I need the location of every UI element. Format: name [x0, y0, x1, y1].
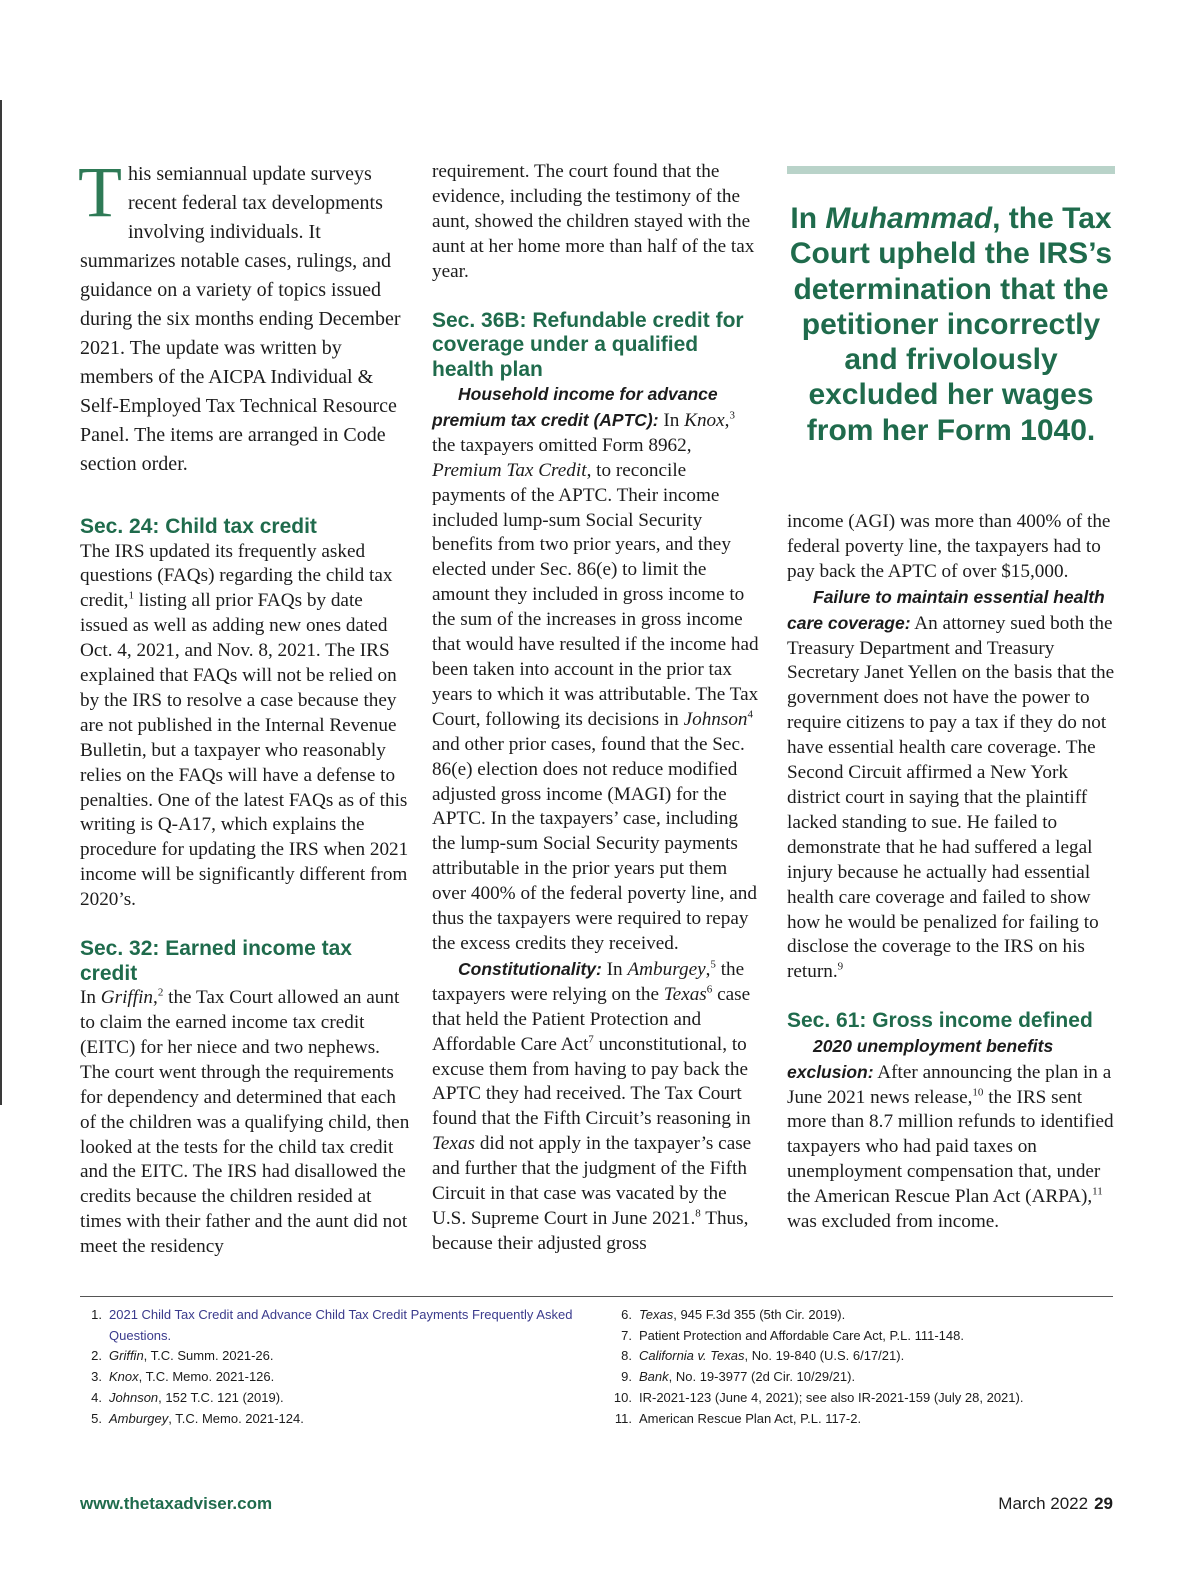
coverage-runin-heading: Failure to maintain essential health care coverage: [787, 586, 1105, 633]
sec24-paragraph: The IRS updated its frequently asked questions (FAQs) regarding the child tax credit,$^1$ listing all prior FAQs by date issued as well as adding new ones dated Oct. 4, 2021, and Nov. 8, 2021. The IRS explained that FAQs will not be relied on by the IRS to resolve a case because they are not published in the Internal Revenue Bulletin, but a taxpayer who reasonably relies on the FAQs will have a defense to penalties. One of the latest FAQs as of this writing is Q-A17, which explains the procedure for updating the IRS when 2021 income will be significantly different from 2020’s. [80, 540, 409, 911]
coverage-paragraph: Failure to maintain essential health care coverage: An attorney sued both the Treasury Department and Treasury Secretary Janet Yellen on the basis that the government does not have the power to require citizens to pay a tax if they do not have essential health care coverage. The Second Circuit affirmed a New York district court in saying that the plaintiff lacked standing to sue. He failed to demonstrate that he had suffered a legal injury because he actually had essential health care coverage and failed to show how he would be penalized for failing to disclose the coverage to the IRS on his return.$^9$ [787, 586, 1115, 983]
column-2 [432, 160, 762, 1257]
sec24-heading: Sec. 24: Child tax credit [80, 515, 317, 538]
constitutionality-paragraph: Constitutionality: In Amburgey,$^5$ the taxpayers were relying on the Texas$^6$ case that held the Patient Protection and Affordable Care Act$^7$ unconstitutional, to excuse them from having to pay back the APTC they had received. The Tax Court found that the Fifth Circuit’s reasoning in Texas did not apply in the taxpayer’s case and further that the judgment of the Fifth Circuit in that case was vacated by the U.S. Supreme Court in June 2021.$^8$ Thus, because their adjusted gross [432, 958, 752, 1254]
drop-cap: T [78, 152, 122, 232]
footnote-ref-3: 3 [729, 409, 735, 422]
page-edge-rule [0, 100, 2, 1105]
issue-date: March 2022 [998, 1494, 1089, 1513]
footer-issue [998, 1494, 1113, 1514]
footnotes-left [80, 1305, 580, 1429]
footnote-11: 11. American Rescue Plan Act, P.L. 117-2. [614, 1410, 862, 1426]
footnote-ref-4: 4 [747, 708, 754, 721]
footnote-ref-6: 6 [706, 983, 713, 996]
footnote-ref-2: 2 [157, 986, 164, 999]
sec32-heading: Sec. 32: Earned income tax credit [80, 937, 352, 985]
footnote-8: 8. California v. Texas, No. 19-840 (U.S. 6/17/21). [621, 1348, 905, 1364]
footnote-9: 9. Bank, No. 19-3977 (2d Cir. 10/29/21). [621, 1369, 856, 1385]
constitutionality-runin-heading: Constitutionality: [458, 958, 602, 979]
footnote-4: 4. Johnson, 152 T.C. 121 (2019). [91, 1389, 284, 1405]
footnote-ref-1: 1 [128, 589, 134, 602]
pull-quote-text: In Muhammad, the Tax Court upheld the IRS’s determination that the petitioner incorrectly and frivolously excluded her wages from her Form 1040. [789, 202, 1113, 447]
footer-website-link[interactable]: www.thetaxadviser.com [80, 1494, 273, 1513]
footnote-5: 5. Amburgey, T.C. Memo. 2021-124. [91, 1410, 304, 1426]
footnote-10: 10. IR-2021-123 (June 4, 2021); see also IR-2021-159 (July 28, 2021). [613, 1389, 1024, 1405]
column-3 [787, 510, 1115, 1235]
footnotes-rule [80, 1296, 1113, 1297]
sec61-heading: Sec. 61: Gross income defined [787, 1009, 1093, 1033]
footnote-ref-7: 7 [588, 1033, 594, 1046]
sec32-continued: requirement. The court found that the evidence, including the testimony of the aunt, showed the children stayed with the aunt at her home more than half of the tax year. [432, 161, 755, 282]
pull-quote-bar [787, 166, 1115, 174]
footnote-1-link[interactable]: 2021 Child Tax Credit and Advance Child Tax Credit Payments Frequently Asked Questions. [109, 1307, 573, 1343]
footnotes-right [610, 1305, 1110, 1429]
page-number: 29 [1094, 1494, 1113, 1513]
footnote-2: 2. Griffin, T.C. Summ. 2021-26. [91, 1348, 274, 1364]
aptc-runin-heading: Household income for advance premium tax credit (APTC): [432, 384, 718, 430]
sec36b-heading: Sec. 36B: Refundable credit for coverage under a qualified health plan [432, 308, 744, 381]
aptc-continued: income (AGI) was more than 400% of the federal poverty line, the taxpayers had to pay back the APTC of over $15,000. [787, 511, 1111, 582]
footnote-7: 7. Patient Protection and Affordable Care Act, P.L. 111-148. [621, 1327, 964, 1343]
sec32-paragraph: In Griffin,$^2$ the Tax Court allowed an aunt to claim the earned income tax credit (EITC) for her niece and two nephews. The court went through the requirements for dependency and determined that each of the children was a qualifying child, then looked at the tests for the child tax credit and the EITC. The IRS had disallowed the credits because the children resided at times with their father and the aunt did not meet the residency [80, 986, 410, 1258]
footnote-ref-9: 9 [837, 960, 844, 973]
footnote-6: 6. Texas, 945 F.3d 355 (5th Cir. 2019). [621, 1307, 846, 1322]
column-1 [78, 152, 412, 1260]
footnote-ref-10: 10 [972, 1086, 984, 1099]
footnote-ref-8: 8 [695, 1207, 701, 1220]
unemployment-paragraph: 2020 unemployment benefits exclusion: After announcing the plan in a June 2021 news release,$^{10}$ the IRS sent more than 8.7 million refunds to identified taxpayers who had paid taxes on unemployment compensation that, under the American Rescue Plan Act (ARPA),$^{11}$ was excluded from income. [787, 1035, 1114, 1233]
intro-paragraph: This semiannual update surveys recent federal tax developments involving individuals. It summarizes notable cases, rulings, and guidance on a variety of topics issued during the six months ending December 2021. The update was written by members of the AICPA Individual & Self-Employed Tax Technical Resource Panel. The items are arranged in Code section order. [78, 152, 401, 475]
footnote-3: 3. Knox, T.C. Memo. 2021-126. [91, 1369, 275, 1385]
unemployment-runin-heading: 2020 unemployment benefits exclusion: [787, 1035, 1054, 1082]
footnote-ref-11: 11 [1092, 1185, 1103, 1198]
aptc-paragraph: Household income for advance premium tax credit (APTC): In Knox,$^3$ the taxpayers omitted Form 8962, Premium Tax Credit, to reconcile payments of the APTC. Their income included lump-sum Social Security benefits from two prior years, and they elected under Sec. 86(e) to limit the amount they included in gross income to the sum of the increases in gross income that would have resulted if the income had been taken into account in the prior tax years to which it was attributable. The Tax Court, following its decisions in Johnson$^4$ and other prior cases, found that the Sec. 86(e) election does not reduce modified adjusted gross income (MAGI) for the APTC. In the taxpayers’ case, including the lump-sum Social Security payments attributable in the prior years put them over 400% of the federal poverty line, and thus the taxpayers were required to repay the excess credits they received. [432, 384, 759, 954]
footnote-1[interactable]: 1. 2021 Child Tax Credit and Advance Child Tax Credit Payments Frequently Asked Questions. [91, 1307, 573, 1343]
pull-quote [787, 166, 1115, 448]
footnote-ref-5: 5 [710, 958, 716, 971]
